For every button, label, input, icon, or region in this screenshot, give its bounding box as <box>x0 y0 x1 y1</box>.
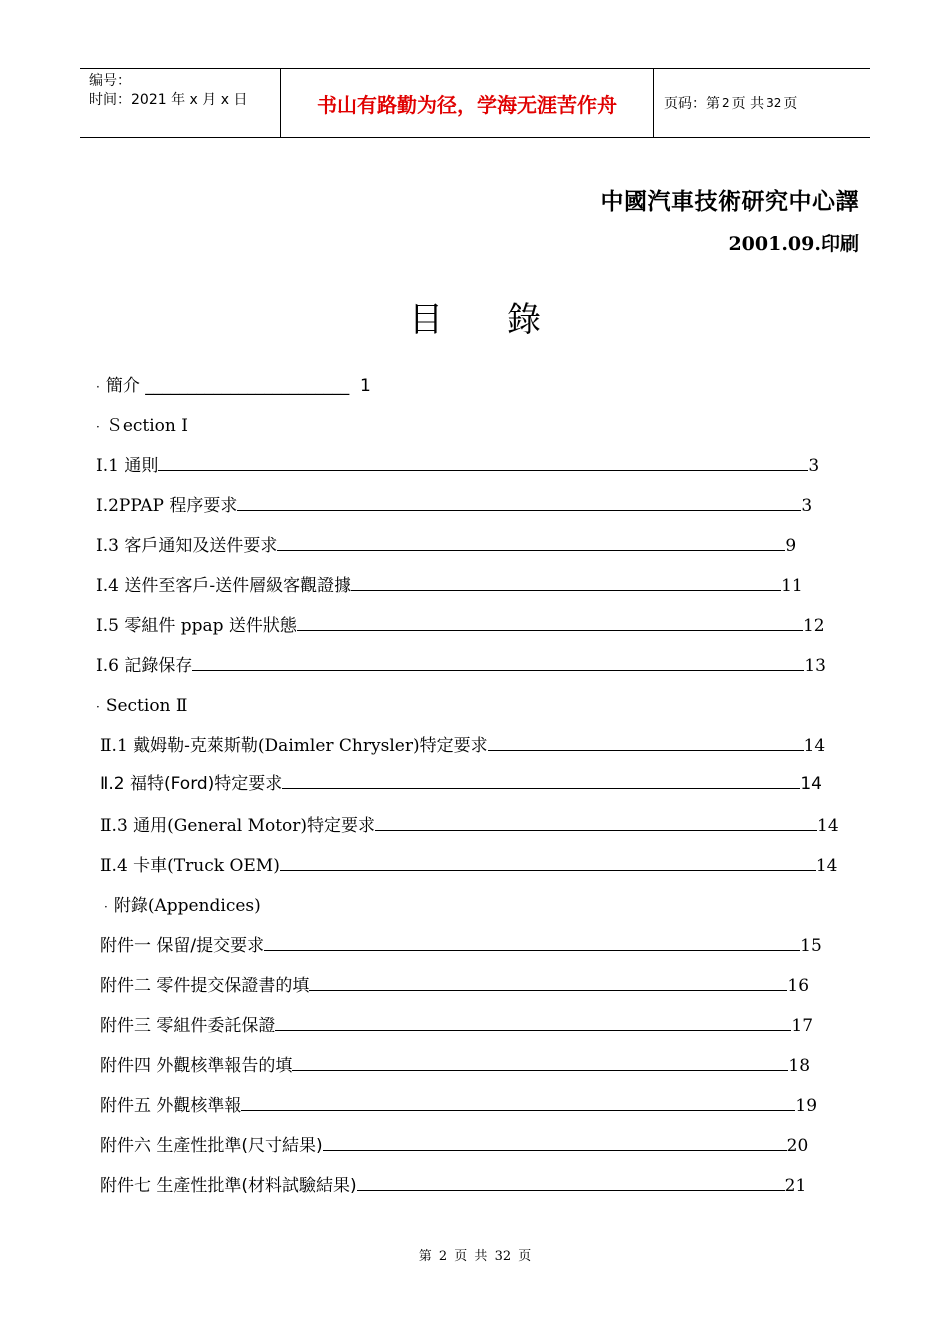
footer-label: 第 <box>418 1249 432 1264</box>
toc-title-char-1: 目 <box>409 300 443 340</box>
toc-leader <box>323 1136 787 1151</box>
toc-entry-text: I.2PPAP 程序要求 <box>96 496 238 516</box>
toc-entry-text: Ⅱ.1 戴姆勒-克萊斯勒(Daimler Chrysler)特定要求 <box>100 736 488 756</box>
toc-entry[interactable] <box>100 1055 810 1077</box>
toc-entry-page: 14 <box>803 736 826 756</box>
toc-entry[interactable] <box>100 773 822 795</box>
toc-leader <box>488 736 804 751</box>
toc-section-heading[interactable] <box>96 695 187 718</box>
header-page-label-2: 页 共 <box>731 96 765 112</box>
toc-entry-text: Section Ⅱ <box>105 696 188 716</box>
toc-entry-page: 11 <box>781 576 803 596</box>
toc-entry[interactable] <box>100 1095 817 1117</box>
toc-title <box>0 292 950 341</box>
toc-leader <box>275 1016 791 1031</box>
toc-entry-page: 1 <box>360 376 371 396</box>
bullet-icon: · <box>96 380 100 394</box>
toc-entry-page: 12 <box>802 616 825 636</box>
toc-leader <box>282 774 800 789</box>
toc-entry-page: 19 <box>795 1096 818 1116</box>
toc-entry-page: 15 <box>800 936 822 956</box>
toc-entry[interactable] <box>100 815 839 837</box>
toc-leader <box>280 856 816 871</box>
toc-entry-text: Ⅱ.3 通用(General Motor)特定要求 <box>100 816 376 836</box>
toc-entry-text: 附件一 保留/提交要求 <box>100 936 265 956</box>
footer-label-3: 页 <box>518 1249 532 1264</box>
toc-entry-text: 附件六 生產性批準(尺寸結果) <box>100 1136 323 1156</box>
toc-leader <box>357 1176 785 1191</box>
toc-entry[interactable] <box>100 1135 808 1157</box>
toc-leader <box>241 1096 795 1111</box>
toc-entry[interactable] <box>96 375 371 398</box>
toc-entry[interactable] <box>100 935 822 957</box>
toc-entry-page: 9 <box>785 536 797 556</box>
footer-page-current: 2 <box>438 1249 448 1264</box>
toc-entry[interactable] <box>100 735 825 757</box>
header-code: 编号： <box>89 73 131 89</box>
toc-entry-text: I.6 記錄保存 <box>96 656 193 676</box>
header-page-label: 页码：第 <box>664 96 720 112</box>
toc-entry-page: 3 <box>801 496 813 516</box>
toc-entry-page: 17 <box>791 1016 814 1036</box>
toc-entry-page: 16 <box>787 976 810 996</box>
toc-entry-page: 14 <box>817 816 839 836</box>
toc-leader <box>264 936 800 951</box>
toc-entry-text: 附件五 外觀核準報 <box>100 1096 242 1116</box>
toc-entry[interactable] <box>96 575 803 597</box>
toc-entry-text: I.4 送件至客戶-送件層級客觀證據 <box>96 576 352 596</box>
toc-entry-text: I.3 客戶通知及送件要求 <box>96 536 278 556</box>
toc-entry-text: 附件七 生產性批準(材料試驗結果) <box>100 1176 357 1196</box>
print-date: 2001.09.印刷 <box>728 233 859 255</box>
toc-entry-text: 附錄(Appendices) <box>113 896 261 916</box>
toc-entry[interactable] <box>96 495 812 517</box>
footer-label-2: 页 共 <box>454 1249 488 1264</box>
toc-entry-text: Ⅱ.4 卡車(Truck OEM) <box>100 856 280 876</box>
toc-entry[interactable] <box>96 655 826 677</box>
header-motto: 书山有路勤为径，学海无涯苦作舟 <box>281 69 654 137</box>
toc-leader <box>309 976 787 991</box>
toc-entry-text: Ⅱ.2 福特(Ford)特定要求 <box>100 774 283 794</box>
toc-leader <box>158 456 808 471</box>
toc-leader <box>297 616 803 631</box>
toc-leader <box>277 536 785 551</box>
toc-entry-text: 附件四 外觀核準報告的填 <box>100 1056 293 1076</box>
toc-entry-text: 附件三 零組件委託保證 <box>100 1016 276 1036</box>
toc-entry[interactable] <box>100 855 837 877</box>
toc-entry-text: 附件二 零件提交保證書的填 <box>100 976 310 996</box>
toc-entry-page: 18 <box>788 1056 811 1076</box>
toc-entry[interactable] <box>100 975 809 997</box>
toc-leader <box>375 816 817 831</box>
header-page-info <box>654 69 870 137</box>
toc-title-char-2: 錄 <box>507 300 541 340</box>
toc-entry[interactable] <box>96 615 825 637</box>
header-info-cell <box>80 69 281 137</box>
bullet-icon: · <box>96 700 100 714</box>
toc-entry-page: 21 <box>784 1176 807 1196</box>
toc-entry-text: I.5 零組件 ppap 送件狀態 <box>96 616 297 636</box>
toc-entry[interactable] <box>96 535 796 557</box>
toc-entry[interactable] <box>100 1015 813 1037</box>
toc-entry-page: 13 <box>804 656 826 676</box>
toc-leader <box>351 576 781 591</box>
header-page-current: 2 <box>722 96 730 110</box>
footer-page-total: 32 <box>494 1249 512 1264</box>
toc-entry-page: 3 <box>808 456 820 476</box>
header-time: 时间：2021 年 x 月 x 日 <box>89 92 248 108</box>
toc-entry-text: I.1 通則 <box>96 456 159 476</box>
toc-section-heading[interactable] <box>104 895 261 918</box>
toc-entry-text: Ｓection Ⅰ <box>105 416 188 436</box>
toc-entry-page: 14 <box>800 774 822 794</box>
toc-leader <box>192 656 804 671</box>
organization-line: 中國汽車技術研究中心譯 <box>600 188 859 215</box>
header-table <box>80 68 870 138</box>
toc-entry[interactable] <box>96 455 819 477</box>
toc-entry-page: 20 <box>786 1136 809 1156</box>
toc-entry-page: 14 <box>815 856 838 876</box>
bullet-icon: · <box>96 420 100 434</box>
page-footer <box>0 1245 950 1264</box>
toc-section-heading[interactable] <box>96 415 188 438</box>
toc-leader <box>237 496 801 511</box>
toc-entry[interactable] <box>100 1175 806 1197</box>
header-page-label-3: 页 <box>783 96 798 112</box>
bullet-icon: · <box>104 900 108 914</box>
toc-leader <box>292 1056 788 1071</box>
toc-entry-text: 簡介 ________________________ <box>105 376 350 396</box>
header-page-total: 32 <box>766 96 782 110</box>
